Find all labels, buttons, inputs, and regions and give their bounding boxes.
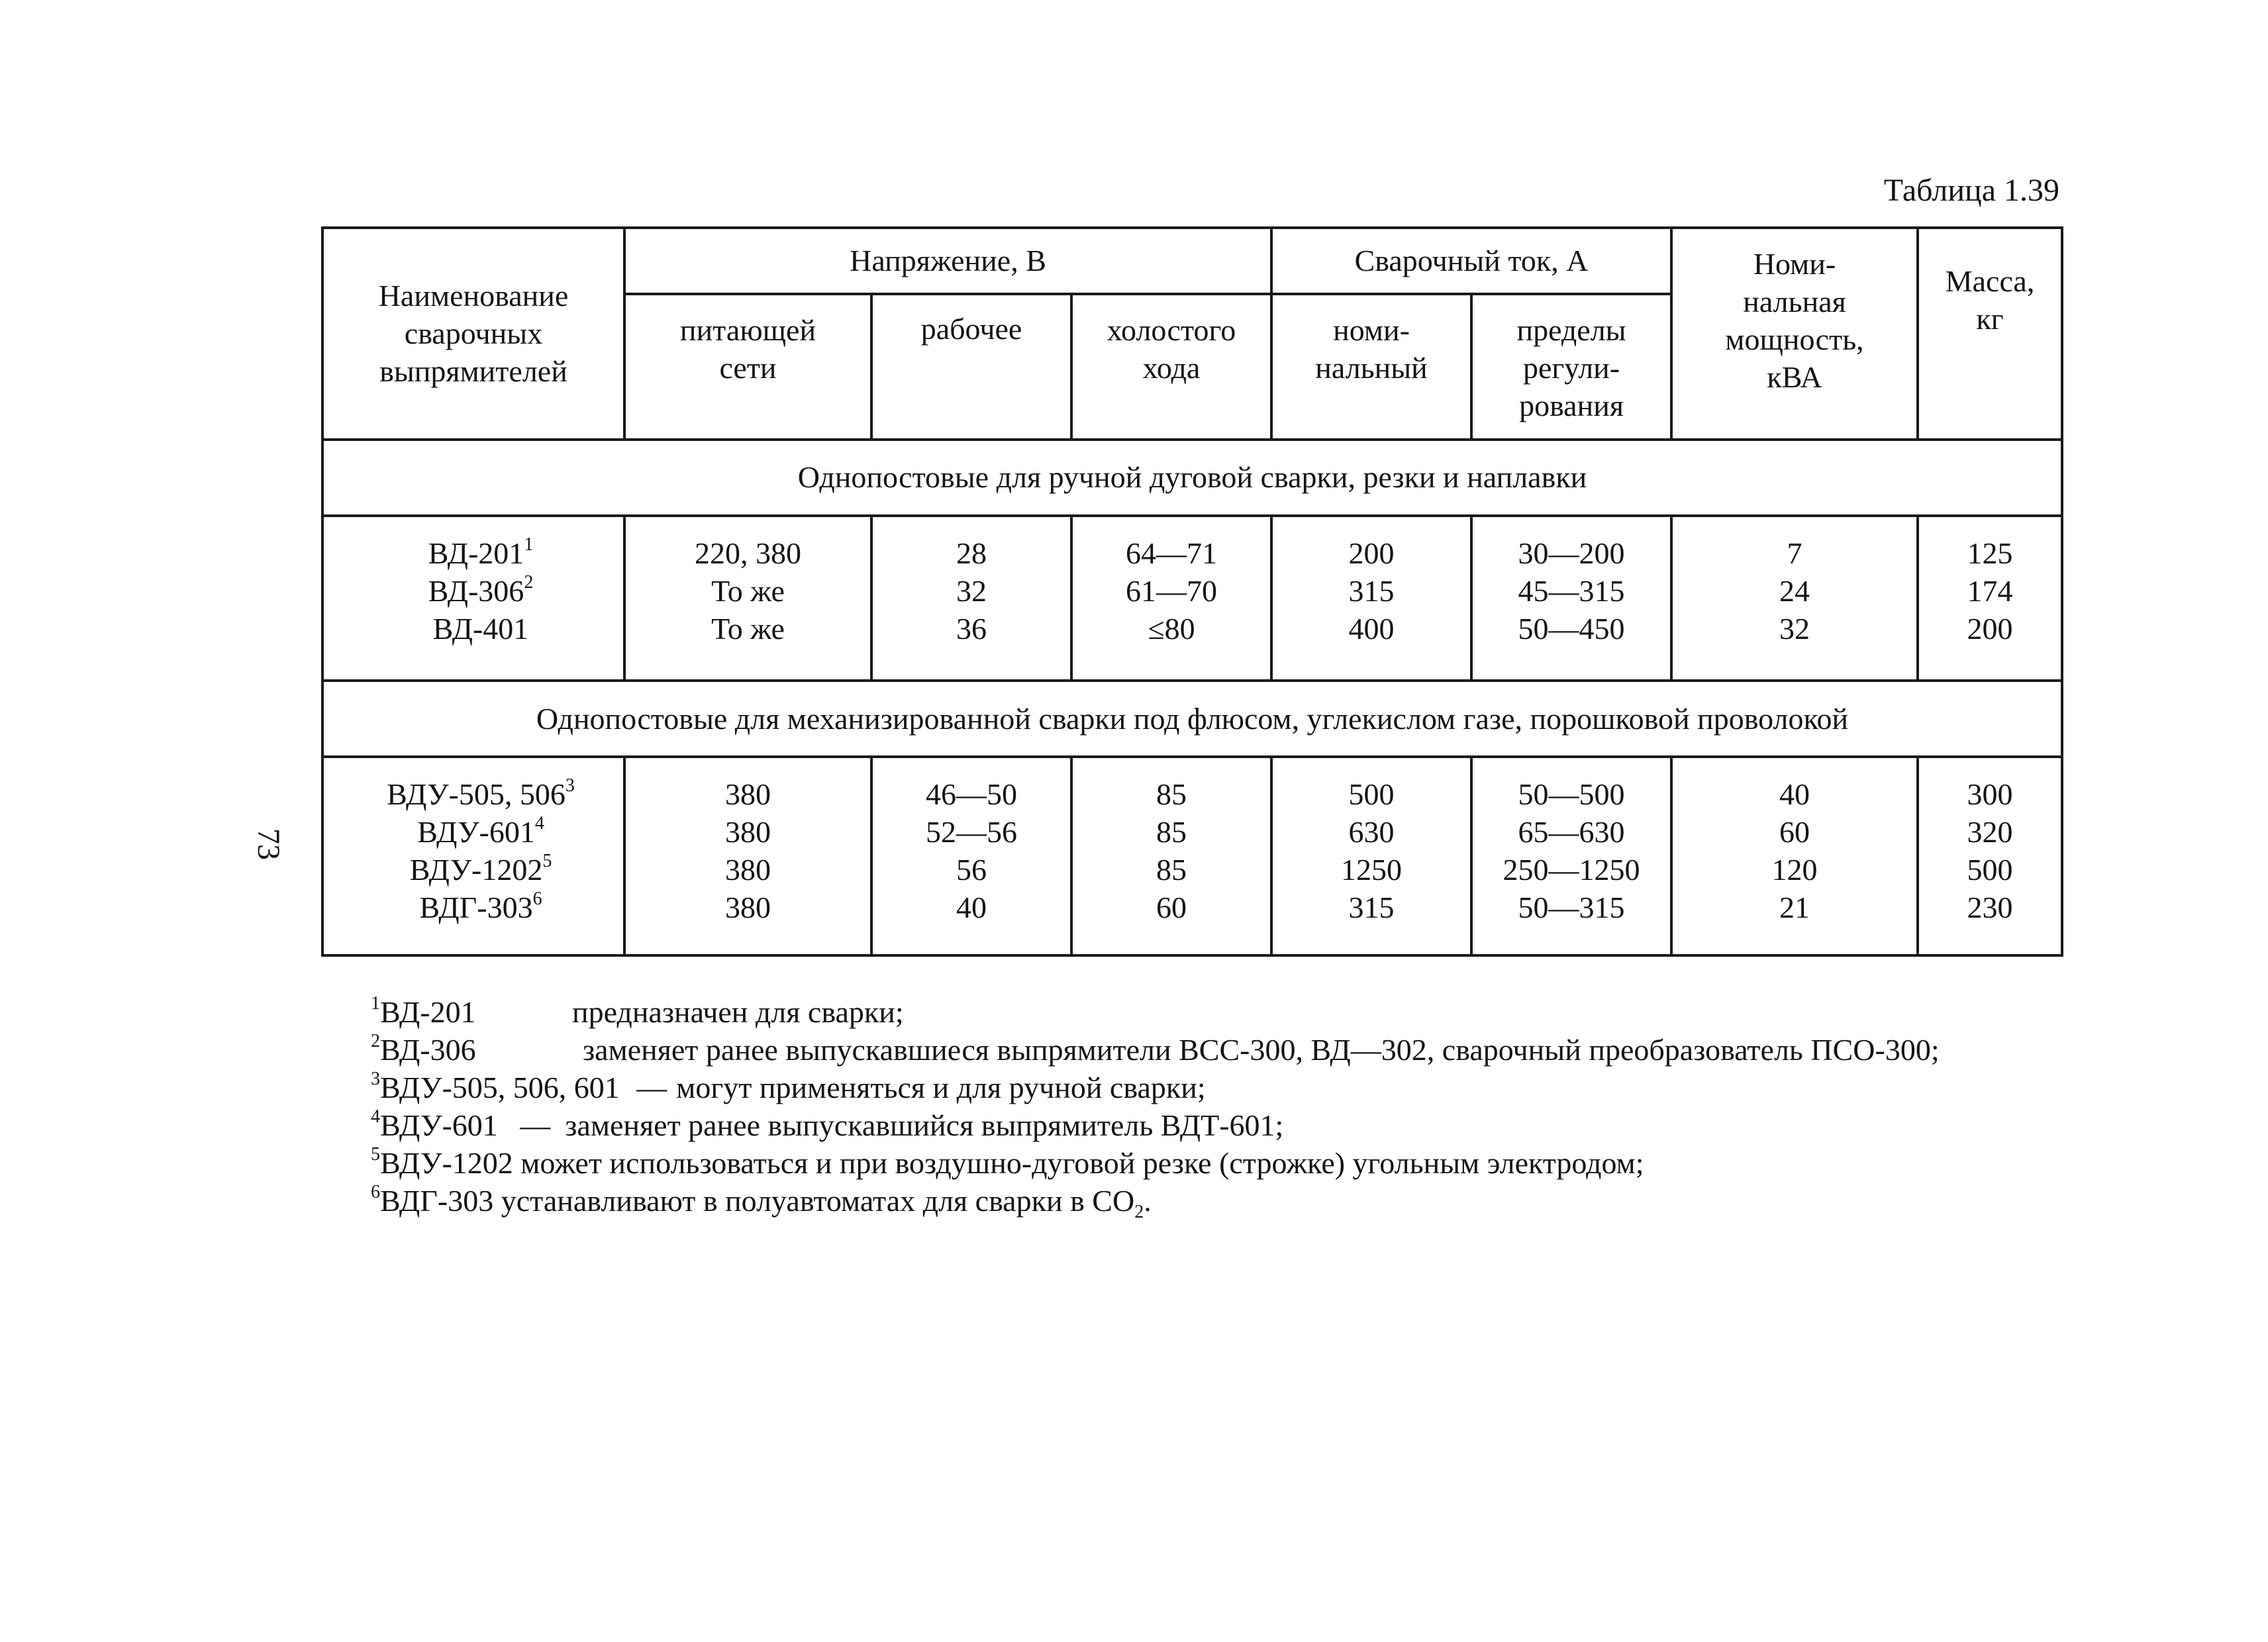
header-line: питающей [679, 313, 816, 348]
header-name [322, 228, 624, 440]
table-cell-value: ВДУ-505, $506^3$ [387, 775, 575, 812]
table-cell-value: ВДУ-$601^4$ [417, 813, 544, 849]
table-cell-value: 40 [956, 891, 987, 925]
table-cell-value: То же [711, 573, 785, 608]
footnote-marker: 6 [532, 889, 542, 910]
header-line: мощность, [1725, 322, 1864, 356]
table-cell-value: 61—70 [1126, 573, 1218, 608]
cell-name [322, 757, 624, 955]
table-cell-value: 315 [1348, 573, 1395, 608]
table-cell-value: 220, 380 [695, 536, 801, 570]
header-line: хода [1142, 351, 1201, 385]
table-cell-value: 85 [1156, 777, 1187, 812]
cell-mass [1918, 516, 2062, 681]
footnote-marker: 5 [542, 851, 552, 872]
table-cell-value: 45—315 [1518, 573, 1625, 608]
table-cell-value: 200 [1348, 536, 1395, 570]
table-cell-value: ВДУ-1202$^5$ [409, 851, 552, 887]
header-line: нальная [1743, 285, 1846, 318]
cell-power [1671, 757, 1918, 955]
cell-working [871, 516, 1071, 681]
table-cell-value: 500 [1967, 853, 2013, 887]
table-cell-value: 320 [1967, 815, 2013, 849]
table-cell-value: 7 [1787, 536, 1802, 570]
footnote: $^6$ВДГ-303 устанавливают в полуавтоматах для сварки в $CO_2$. [371, 1182, 1152, 1222]
header-line: Масса, [1945, 264, 2035, 298]
header-power-lines [1673, 229, 1916, 396]
table-cell-value: 24 [1779, 573, 1810, 608]
cell-mass [1918, 757, 2062, 955]
header-line: Номи- [1753, 247, 1836, 281]
table-cell-value: 85 [1156, 853, 1187, 887]
header-line: холостого [1107, 313, 1236, 348]
header-voltage-idle [1071, 294, 1271, 439]
header-line: сети [719, 351, 777, 385]
header-line: номи- [1333, 313, 1410, 348]
header-mass-lines [1919, 229, 2061, 338]
header-power [1671, 228, 1918, 440]
table-cell-value: $ВД-201^1$ [428, 534, 534, 570]
header-line: пределы [1516, 313, 1626, 348]
table-cell-value: 230 [1967, 891, 2013, 925]
cell-name [322, 516, 624, 681]
footnote: $^4$ВДУ-601 — заменяет ранее выпускавшийся выпрямитель ВДТ-601; [371, 1106, 1284, 1142]
footnote: $^2$ВД-306 заменяет ранее выпускавшиеся выпрямители ВСС-300, ВД—302, сварочный преобразователь ПСО-300; [371, 1031, 1940, 1067]
table-cell-value: 32 [956, 573, 987, 608]
header-line: рования [1519, 389, 1624, 423]
header-current-nominal [1271, 294, 1471, 439]
table-cell-value: 500 [1348, 777, 1395, 812]
table-cell-value: 50—500 [1518, 777, 1625, 812]
table-cell-value: 380 [725, 853, 771, 887]
footnote: $^5$ВДУ-1202 может использоваться и при воздушно-дуговой резке (строжке) угольным электродом; [371, 1144, 1644, 1180]
table-cell-value: 40 [1779, 777, 1810, 812]
table-cell-value: 56 [956, 853, 987, 887]
table-cell-value: То же [711, 611, 785, 646]
table-caption: Таблица 1.39 [1883, 173, 2059, 208]
header-line: выпрямителей [379, 354, 567, 389]
header-voltage-group: Напряжение, В [624, 228, 1271, 294]
table-cell-value: 315 [1348, 891, 1395, 925]
header-mass [1918, 228, 2062, 440]
header-line: нальный [1315, 351, 1428, 385]
table-cell-value: 52—56 [926, 815, 1017, 849]
header-line: кг [1976, 302, 2004, 336]
table-cell-value: 380 [725, 891, 771, 925]
table-cell-value: $ВД-306^2$ [428, 571, 534, 608]
header-voltage-supply [624, 294, 871, 439]
table-cell-value: 300 [1967, 777, 2013, 812]
table-cell-value: 28 [956, 536, 987, 570]
cell-power [1671, 516, 1918, 681]
table-cell-value: 400 [1348, 611, 1395, 646]
footnotes [371, 993, 2061, 1231]
table-cell-value: 60 [1779, 815, 1810, 849]
table-cell-value: 1250 [1341, 853, 1403, 887]
table-cell-value: 50—315 [1518, 891, 1625, 925]
section-title: Однопостовые для ручной дуговой сварки, резки и наплавки [322, 440, 2062, 516]
cell-idle [1071, 516, 1271, 681]
table-row-group [322, 516, 2062, 681]
cell-idle [1071, 757, 1271, 955]
table-cell-value: 32 [1779, 611, 1810, 646]
footnote: $^3$ВДУ-505, 506, 601 — могут применяться и для ручной сварки; [371, 1069, 1206, 1104]
table-cell-value: 120 [1771, 853, 1818, 887]
table-cell-value: ВД-401 [432, 611, 529, 646]
table-row-group [322, 757, 2062, 955]
table-cell-value: 65—630 [1518, 815, 1625, 849]
section-title: Однопостовые для механизированной сварки под флюсом, углекислом газе, порошковой проволокой [322, 681, 2062, 757]
table-cell-value: 36 [956, 611, 987, 646]
footnote-marker: 2 [524, 571, 534, 593]
cell-current-range [1471, 757, 1671, 955]
header-line: сварочных [404, 316, 543, 351]
footnote-marker: 3 [565, 775, 575, 797]
table-cell-value: 630 [1348, 815, 1395, 849]
table-cell-value: 21 [1779, 891, 1810, 925]
table-cell-value: ВДГ-$303^6$ [419, 889, 542, 925]
rectifiers-table [321, 226, 2063, 957]
cell-supply [624, 757, 871, 955]
table-cell-value: 85 [1156, 815, 1187, 849]
header-current-range [1471, 294, 1671, 439]
header-name-lines [324, 277, 623, 390]
table-cell-value: 380 [725, 815, 771, 849]
table-cell-value: 64—71 [1126, 536, 1218, 570]
table-cell-value: 380 [725, 777, 771, 812]
footnote-marker: 4 [534, 813, 544, 834]
table-cell-value: 250—1250 [1503, 853, 1640, 887]
cell-supply [624, 516, 871, 681]
table-cell-value: 50—450 [1518, 611, 1625, 646]
cell-working [871, 757, 1071, 955]
cell-current-nominal [1271, 516, 1471, 681]
cell-current-nominal [1271, 757, 1471, 955]
cell-current-range [1471, 516, 1671, 681]
table-cell-value: 46—50 [926, 777, 1017, 812]
table-cell-value: 200 [1967, 611, 2013, 646]
header-line: Наименование [378, 279, 569, 313]
header-line: кВА [1767, 360, 1822, 394]
header-current-group: Сварочный ток, А [1271, 228, 1671, 294]
table-cell-value: ≤80 [1148, 611, 1195, 646]
footnote: $^1$ВД-201 предназначен для сварки; [371, 993, 904, 1029]
table-cell-value: 60 [1156, 891, 1187, 925]
header-line: регули- [1522, 351, 1620, 385]
footnote-marker: 1 [524, 534, 534, 555]
page-number: 73 [251, 828, 286, 860]
header-voltage-working: рабочее [871, 294, 1071, 439]
table-cell-value: 30—200 [1518, 536, 1625, 570]
table-cell-value: 125 [1967, 536, 2013, 570]
table-cell-value: 174 [1967, 573, 2013, 608]
